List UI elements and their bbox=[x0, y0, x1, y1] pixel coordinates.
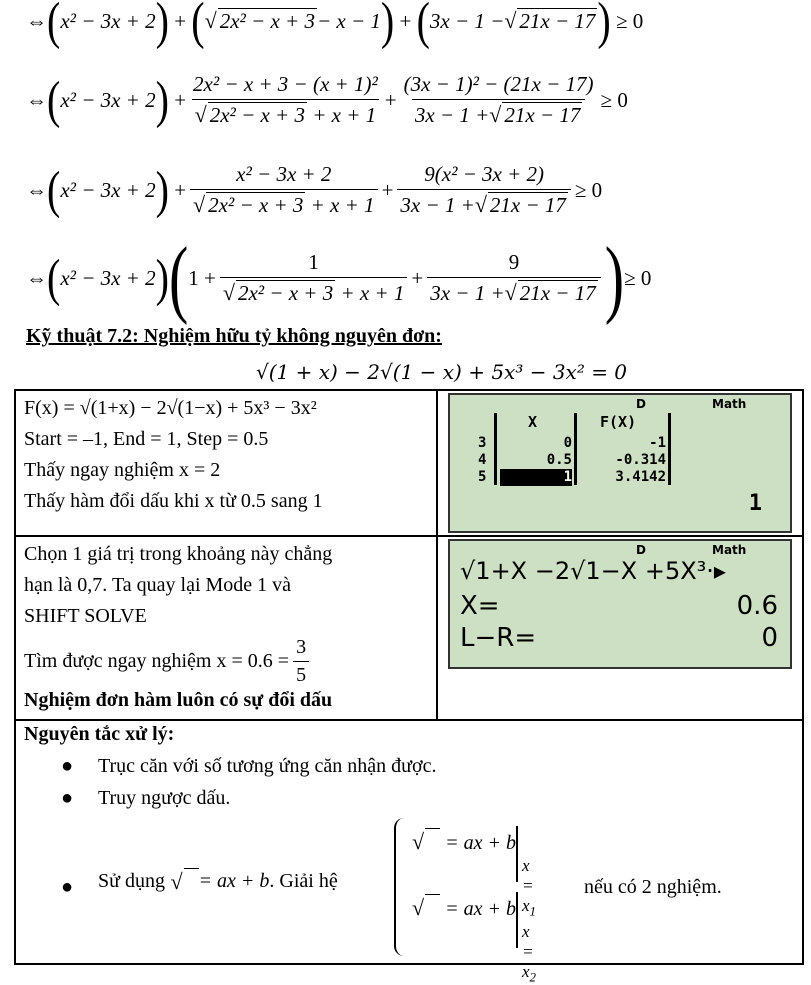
fraction-denominator-rest: + x + 1 bbox=[340, 281, 405, 305]
found-text: Tìm được ngay nghiệm x = 0.6 = bbox=[24, 650, 290, 672]
fraction-denominator-rest: + x + 1 bbox=[310, 193, 375, 217]
root-term: 2x² − x + 3 bbox=[219, 9, 315, 33]
lr-label: L−R= bbox=[460, 623, 537, 653]
list-item: ● Truy ngược dấu. bbox=[61, 787, 231, 809]
geq-zero: ≥ 0 bbox=[624, 265, 652, 290]
frac-num: 3 bbox=[296, 636, 307, 658]
fraction-numerator: 2x² − x + 3 − (x + 1)² bbox=[193, 72, 378, 96]
fraction-denominator-root: 21x − 17 bbox=[489, 193, 566, 217]
solve-text: . Giải hệ bbox=[269, 870, 338, 892]
cell-calc-table bbox=[437, 390, 803, 536]
section-title: Kỹ thuật 7.2: Nghiệm hữu tỷ không nguyên đơn: bbox=[26, 325, 442, 347]
function-def: F(x) = √(1+x) − 2√(1−x) + 5x³ − 3x² bbox=[24, 397, 317, 419]
sys-x2: x = x bbox=[522, 922, 534, 981]
lr-value: 0 bbox=[761, 623, 778, 653]
iff-symbol: ⇔ bbox=[26, 265, 47, 290]
fraction-denominator-root: 2x² − x + 3 bbox=[209, 103, 305, 127]
cell-function-scan bbox=[15, 390, 437, 536]
equation-line-3: ⇔ ( x² − 3x + 2 ) + $\frac{\text{x² − 3x + 2}}{\text{√ 2x² − x + 3 + x + 1}}$ + $\frac{\text{9(x² − 3x + 2)}}{3x - 1 +√ 21x - 17}$ ≥ 0 bbox=[26, 160, 603, 219]
equation-line-4: ⇔ ( x² − 3x + 2 ) ( 1 + $\frac{1}{\text{√ 2x² − x + 3 + x + 1}}$ + $\frac{9}{3x - 1 +√ 21x - 17}$ ) ≥ 0 bbox=[26, 228, 652, 326]
bullet-text: Truy ngược dấu. bbox=[98, 787, 231, 809]
bullet-text: Trục căn với số tương ứng căn nhận được. bbox=[98, 755, 437, 777]
math-indicator: Math bbox=[712, 543, 747, 557]
row-number: 4 bbox=[478, 452, 487, 468]
d-indicator: D bbox=[636, 543, 646, 557]
bottom-value: 1 bbox=[748, 491, 762, 516]
part3: 3x − 1 − bbox=[429, 8, 505, 33]
geq-zero: ≥ 0 bbox=[615, 8, 644, 33]
choose-text-2: hạn là 0,7. Ta quay lại Mode 1 và bbox=[24, 574, 292, 596]
fraction-numerator: x² − 3x + 2 bbox=[236, 162, 332, 186]
one-plus: 1 + bbox=[188, 265, 216, 290]
list-item: ● Trục căn với số tương ứng căn nhận được. bbox=[61, 755, 437, 777]
poly: x² − 3x + 2 bbox=[60, 177, 156, 202]
column-f-header: F(X) bbox=[600, 413, 637, 431]
f-value: -1 bbox=[649, 435, 666, 451]
calculator-screen-solve bbox=[448, 539, 792, 669]
sub-1: 1 bbox=[529, 903, 537, 919]
sub-2: 2 bbox=[529, 969, 537, 985]
x-label: X= bbox=[460, 591, 500, 621]
fraction-denominator-root: 21x − 17 bbox=[504, 103, 581, 127]
fraction-denominator-root: 21x − 17 bbox=[519, 281, 596, 305]
method-table bbox=[14, 389, 804, 985]
fraction-denominator-pre: 3x − 1 + bbox=[430, 281, 505, 305]
poly: x² − 3x + 2 bbox=[60, 265, 156, 290]
cell-calc-solve bbox=[437, 536, 803, 720]
poly: x² − 3x + 2 bbox=[60, 8, 156, 33]
use-prefix: Sử dụng bbox=[98, 870, 165, 892]
sign-change: Thấy hàm đổi dấu khi x từ 0.5 sang 1 bbox=[24, 490, 323, 512]
x-value: 0 bbox=[563, 435, 572, 451]
sys-x1: x = x bbox=[522, 856, 534, 915]
use-equation: = ax + b bbox=[198, 870, 270, 892]
principles-heading: Nguyên tắc xử lý: bbox=[24, 723, 175, 745]
fraction-numerator: 9(x² − 3x + 2) bbox=[424, 162, 545, 186]
rest-term: − x − 1 bbox=[316, 8, 381, 33]
fraction-numerator: 1 bbox=[308, 250, 319, 274]
choose-text-3: SHIFT SOLVE bbox=[24, 605, 147, 627]
iff-symbol: ⇔ bbox=[26, 87, 47, 112]
row-number: 5 bbox=[478, 469, 487, 485]
range-setting: Start = –1, End = 1, Step = 0.5 bbox=[24, 428, 269, 450]
root-term-2: 21x − 17 bbox=[519, 9, 596, 33]
equation-line-1: ⇔ ( x² − 3x + 2 ) + ( √ 2x² − x + 3 − x − 1 ) + ( 3x − 1 − √ 21x − 17 ) ≥ 0 bbox=[26, 0, 644, 50]
fraction-denominator-rest: + x + 1 bbox=[312, 103, 377, 127]
conclusion: Nghiệm đơn hàm luôn có sự đổi dấu bbox=[24, 689, 333, 711]
fraction-denominator-pre: 3x − 1 + bbox=[400, 193, 475, 217]
cell-principles: Nguyên tắc xử lý: ● Trục căn với số tương ứng căn nhận được. ● Truy ngược dấu. ● Sử dụng √ = ax + b . Giải hệ √ = ax + b $x = x_1$ √ = ax + b $x = x_2$ nếu có 2 nghiệm. bbox=[15, 720, 803, 964]
fraction-numerator: (3x − 1)² − (21x − 17) bbox=[403, 72, 594, 96]
x-value: 0.5 bbox=[546, 452, 572, 468]
math-indicator: Math bbox=[712, 397, 747, 411]
equation-line-2: ⇔ ( x² − 3x + 2 ) + $\frac{\text{2x² − x + 3 − (x + 1)²}}{\text{√ 2x² − x + 3 + x + 1}}$ + $\frac{\text{(3x − 1)² − (21x − 17)}}{3x - 1 +√ 21x - 17}$ ≥ 0 bbox=[26, 70, 628, 129]
sys-equation-2: = ax + b bbox=[445, 898, 516, 920]
column-x-header: X bbox=[528, 413, 538, 431]
x-value: 0.6 bbox=[736, 591, 778, 621]
calc-expression: √1+X −2√1−X +5X³·▸ bbox=[460, 557, 726, 585]
fraction-denominator-root: 2x² − x + 3 bbox=[208, 193, 304, 217]
frac-den: 5 bbox=[293, 661, 309, 687]
geq-zero: ≥ 0 bbox=[600, 87, 628, 112]
f-value: -0.314 bbox=[615, 452, 666, 468]
suffix-text: nếu có 2 nghiệm. bbox=[584, 876, 722, 898]
row-number: 3 bbox=[478, 435, 487, 451]
calculator-screen-table bbox=[448, 393, 792, 533]
geq-zero: ≥ 0 bbox=[574, 177, 603, 202]
fraction-denominator-pre: 3x − 1 + bbox=[414, 103, 490, 127]
cell-solve bbox=[15, 536, 437, 720]
iff-symbol: ⇔ bbox=[26, 177, 47, 202]
sys-equation-1: = ax + b bbox=[445, 832, 516, 854]
root-seen: Thấy ngay nghiệm x = 2 bbox=[24, 459, 221, 481]
fraction-numerator: 9 bbox=[508, 250, 520, 274]
d-indicator: D bbox=[636, 397, 646, 411]
choose-text-1: Chọn 1 giá trị trong khoảng này chẳng bbox=[24, 543, 333, 565]
f-value: 3.4142 bbox=[615, 469, 666, 485]
iff-symbol: ⇔ bbox=[26, 8, 47, 33]
section-equation: √(1 + x) − 2√(1 − x) + 5x³ − 3x² = 0 bbox=[256, 360, 628, 384]
fraction-denominator-root: 2x² − x + 3 bbox=[237, 281, 334, 305]
x-value-selected: 1 bbox=[500, 469, 572, 486]
poly: x² − 3x + 2 bbox=[60, 87, 156, 112]
